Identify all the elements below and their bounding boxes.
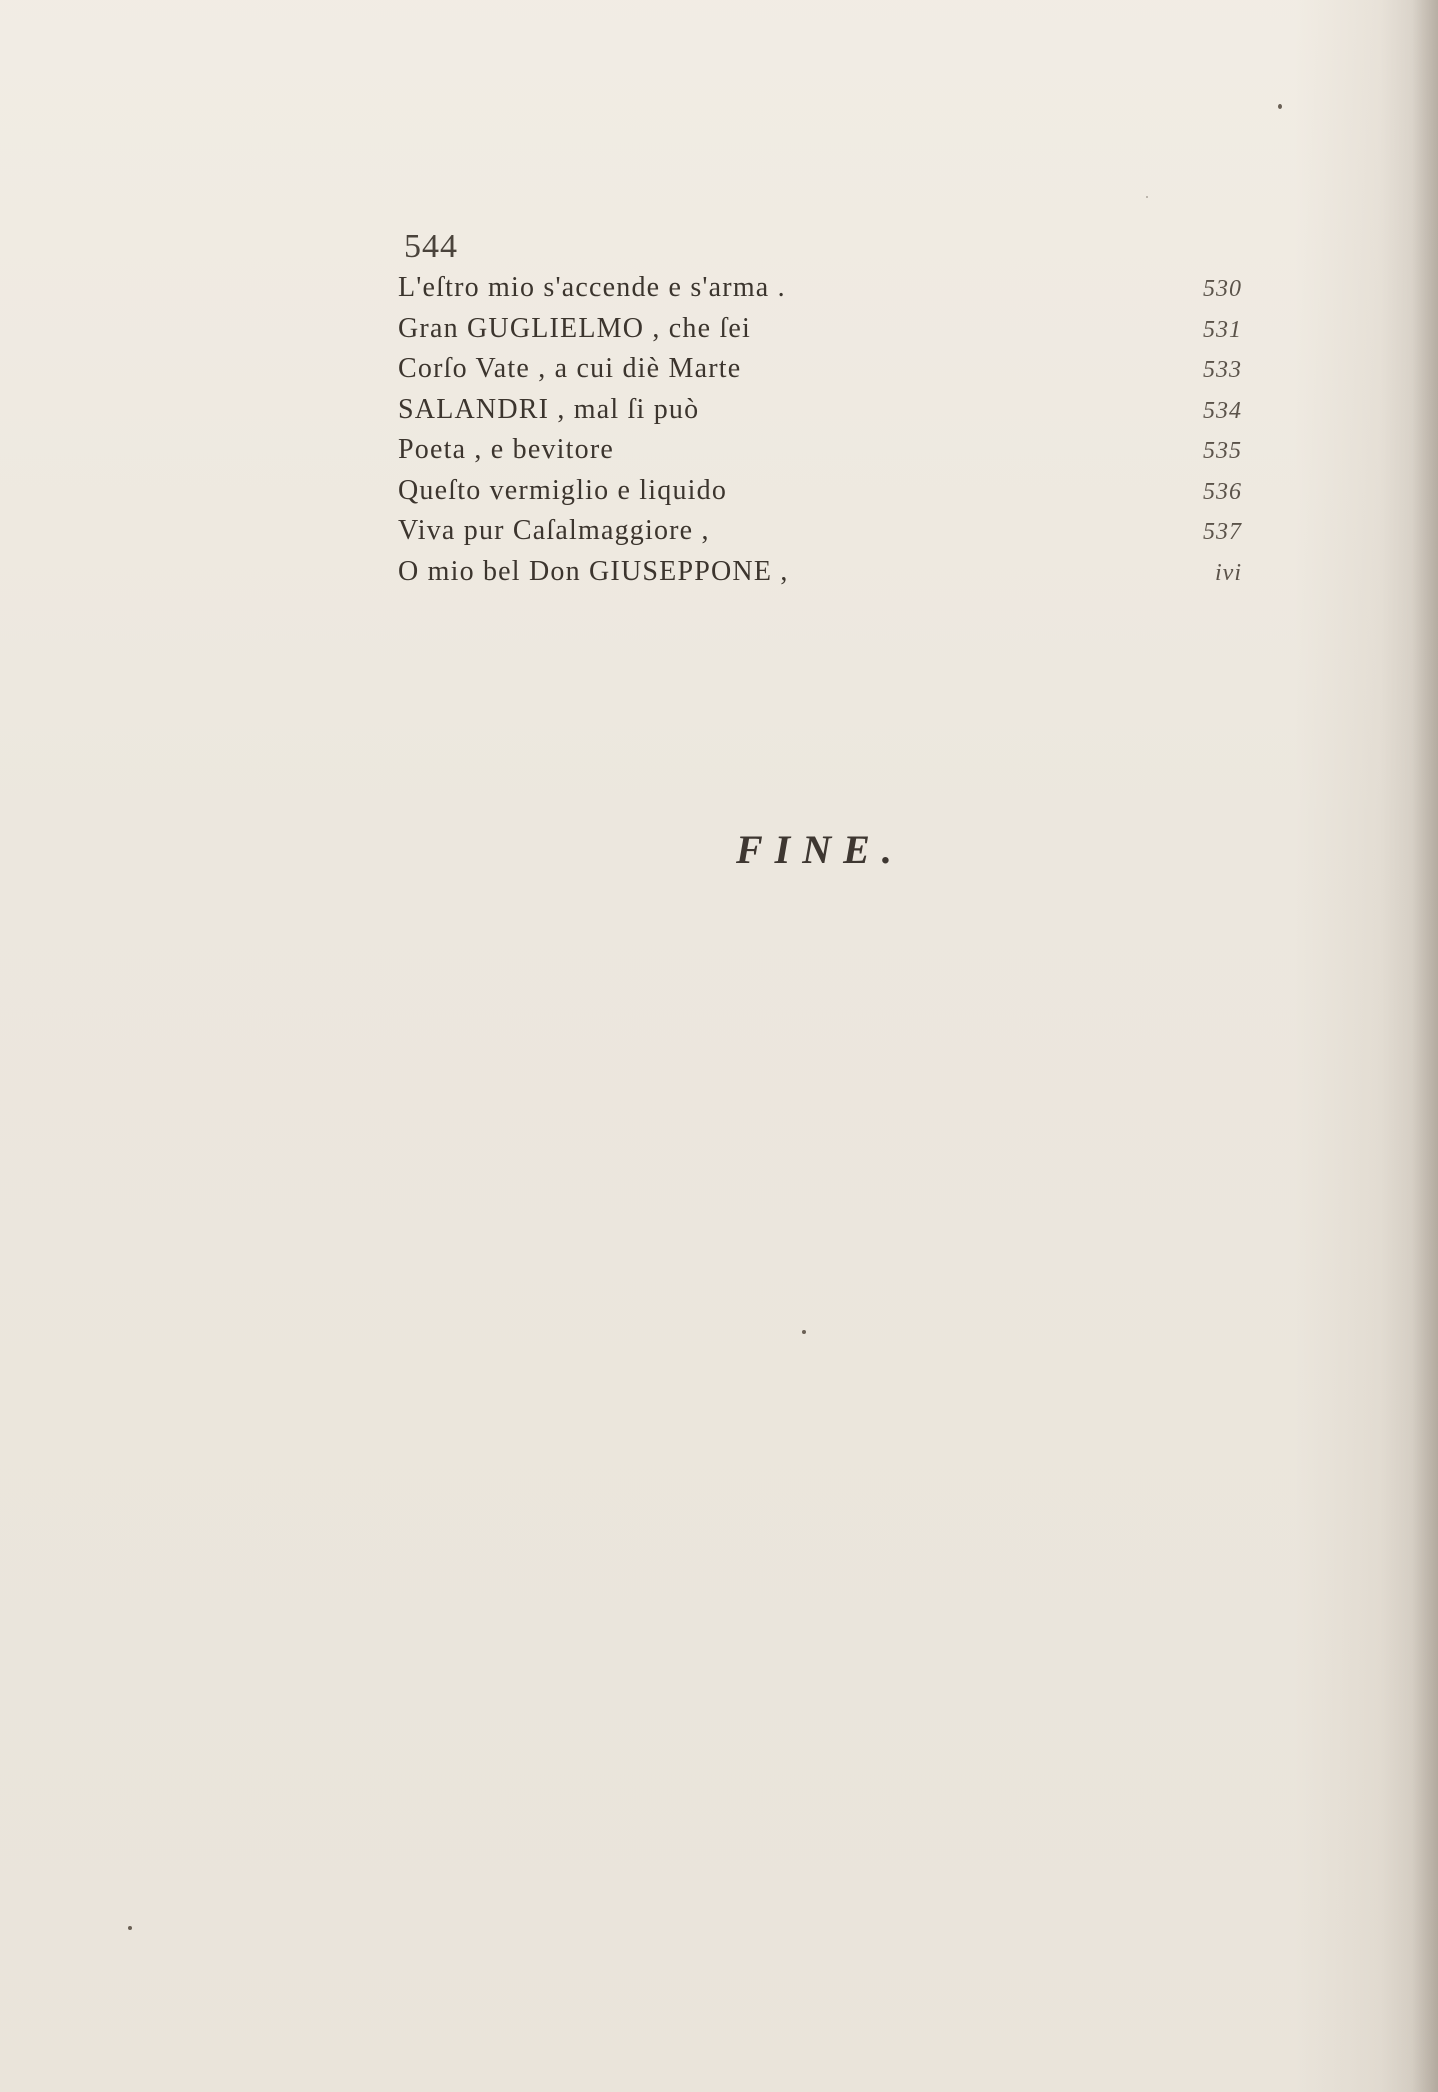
- toc-entry-title: O mio bel Don GIUSEPPONE ,: [398, 555, 789, 587]
- page-number: 544: [404, 228, 458, 265]
- toc-entry: [398, 556, 1248, 597]
- paper-speck: [1278, 104, 1282, 109]
- table-of-contents: [398, 272, 1248, 596]
- toc-entry-title: Corſo Vate , a cui diè Marte: [398, 353, 742, 384]
- toc-entry: [398, 394, 1248, 435]
- toc-entry-page: 530: [1203, 276, 1242, 302]
- toc-entry: [398, 272, 1248, 313]
- toc-entry: [398, 434, 1248, 475]
- toc-entry-title: Viva pur Caſalmaggiore ,: [398, 515, 710, 546]
- paper-speck: [802, 1330, 806, 1334]
- toc-entry: [398, 515, 1248, 556]
- toc-entry-title: Gran GUGLIELMO , che ſei: [398, 312, 752, 344]
- toc-entry: [398, 313, 1248, 354]
- toc-entry-page: 536: [1203, 478, 1242, 505]
- toc-entry: [398, 353, 1248, 394]
- toc-entry: [398, 475, 1248, 516]
- toc-entry-title: Poeta , e bevitore: [398, 434, 614, 465]
- closing-word: FINE.: [736, 827, 904, 872]
- page-edge-shadow: [1412, 0, 1438, 2092]
- toc-entry-title: SALANDRI , mal ſi può: [398, 393, 700, 425]
- toc-entry-page: 537: [1203, 519, 1242, 545]
- toc-entry-page: 534: [1203, 397, 1242, 424]
- toc-entry-page: 531: [1203, 316, 1242, 343]
- toc-entry-page: 535: [1203, 438, 1242, 464]
- toc-entry-page: ivi: [1215, 559, 1242, 586]
- toc-entry-page: 533: [1203, 357, 1242, 383]
- toc-entry-title: L'eſtro mio s'accende e s'arma .: [398, 272, 786, 303]
- paper-speck: [1146, 196, 1148, 198]
- toc-entry-title: Queſto vermiglio e liquido: [398, 474, 728, 506]
- paper-speck: [128, 1926, 132, 1930]
